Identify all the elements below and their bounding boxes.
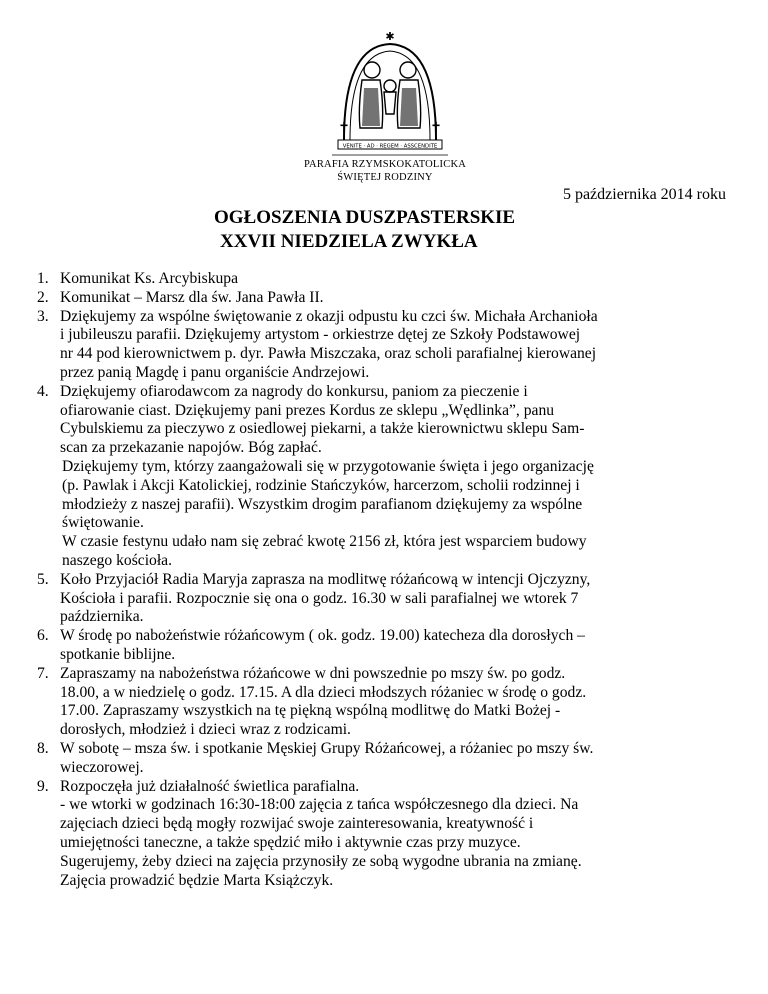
list-item [0, 778, 725, 891]
item-line: Koło Przyjaciół Radia Maryja zaprasza na modlitwę różańcową w intencji Ojczyzny, [60, 570, 591, 588]
title-line-1: OGŁOSZENIA DUSZPASTERSKIE [214, 207, 516, 228]
item-line: naszego kościoła. [62, 551, 172, 569]
item-text: Komunikat Ks. Arcybiskupa [60, 270, 239, 287]
item-number: 8. [37, 739, 49, 757]
item-line: wieczorowej. [60, 758, 144, 776]
list-item [0, 571, 725, 627]
list-item [0, 383, 725, 571]
item-line: Dziękujemy za wspólne świętowanie z okazji odpustu ku czci św. Michała Archanioła [60, 307, 598, 325]
item-line: i jubileuszu parafii. Dziękujemy artystom - orkiestrze dętej ze Szkoły Podstawowej [60, 326, 581, 344]
page-title [214, 206, 515, 254]
item-number: 6. [37, 627, 49, 645]
item-number: 4. [37, 382, 49, 400]
parish-line-2: ŚWIĘTEJ RODZINY [337, 172, 433, 183]
item-line: Kościoła i parafii. Rozpocznie się ona o godz. 16.30 w sali parafialnej we wtorek 7 [60, 589, 579, 607]
svg-text:✱: ✱ [385, 30, 395, 43]
item-text: Komunikat – Marsz dla św. Jana Pawła II. [60, 288, 324, 306]
item-line: nr 44 pod kierownictwem p. dyr. Pawła Miszczaka, oraz scholi parafialnej kierowanej [60, 345, 597, 363]
parish-name [280, 158, 490, 184]
parish-line-1: PARAFIA RZYMSKOKATOLICKA [303, 159, 467, 170]
svg-text:✝: ✝ [430, 120, 442, 136]
item-number: 1. [37, 270, 49, 287]
item-line: Rozpoczęła już działalność świetlica parafialna. [60, 777, 360, 795]
item-line: spotkanie biblijne. [60, 645, 176, 663]
title-line-2: XXVII NIEDZIELA ZWYKŁA [220, 231, 478, 252]
item-line: przez panią Magdę i panu organiście Andrzejowi. [60, 363, 370, 381]
item-line: świętowanie. [62, 514, 144, 532]
item-line: Zapraszamy na nabożeństwa różańcowe w dni powszednie po mszy św. po godz. [60, 664, 566, 682]
item-line: ofiarowanie ciast. Dziękujemy pani prezes Kordus ze sklepu „Wędlinka”, panu [60, 401, 555, 419]
item-line: zajęciach dzieci będą mogły rozwijać swoje zainteresowania, kreatywność i [60, 815, 534, 833]
list-item [0, 289, 725, 308]
item-line: 18.00, a w niedzielę o godz. 17.15. A dla dzieci młodszych różaniec w środę o godz. [60, 683, 587, 701]
announcement-list [0, 270, 725, 890]
item-line: Sugerujemy, żeby dzieci na zajęcia przynosiły ze sobą wygodne ubrania na zmianę. [60, 852, 582, 870]
item-line: Dziękujemy ofiarodawcom za nagrody do konkursu, paniom za pieczenie i [60, 382, 528, 400]
item-line: Dziękujemy tym, którzy zaangażowali się w przygotowanie święta i jego organizację [62, 457, 594, 475]
list-item [0, 270, 725, 289]
item-line: Zajęcia prowadzić będzie Marta Książczyk. [60, 871, 334, 889]
item-line: młodzieży z naszej parafii). Wszystkim drogim parafianom dziękujemy za wspólne [62, 495, 583, 513]
list-item [0, 740, 725, 778]
item-line: 17.00. Zapraszamy wszystkich na tę piękną wspólną modlitwę do Matki Bożej - [60, 702, 561, 720]
svg-text:VENITE · AD · REGEM · ASSCENDI: VENITE · AD · REGEM · ASSCENDITE [342, 143, 438, 150]
item-number: 5. [37, 570, 49, 588]
item-line: umiejętności taneczne, a także spędzić miło i aktywnie czas przy muzyce. [60, 833, 521, 851]
item-line: dorosłych, młodzież i dzieci wraz z rodzicami. [60, 721, 351, 739]
item-number: 9. [37, 777, 49, 795]
item-line: (p. Pawlak i Akcji Katolickiej, rodzinie Stańczyków, harcerzom, scholii rodzinnej i [62, 476, 580, 494]
item-number: 3. [37, 307, 49, 325]
item-line: W sobotę – msza św. i spotkanie Męskiej Grupy Różańcowej, a różaniec po mszy św. [60, 739, 594, 757]
holy-family-emblem-icon [330, 28, 450, 163]
item-line: Cybulskiemu za pieczywo z osiedlowej piekarni, a także kierownictwu sklepu Sam- [60, 420, 585, 438]
list-item [0, 308, 725, 383]
item-line: - we wtorki w godzinach 16:30-18:00 zajęcia z tańca współczesnego dla dzieci. Na [60, 796, 579, 814]
list-item [0, 665, 725, 740]
list-item [0, 627, 725, 665]
announcement-date: 5 października 2014 roku [562, 186, 726, 203]
item-line: W środę po nabożeństwie różańcowym ( ok. godz. 19.00) katecheza dla dorosłych – [60, 627, 585, 645]
item-number: 7. [37, 664, 49, 682]
item-line: scan za przekazanie napojów. Bóg zapłać. [60, 439, 322, 457]
item-number: 2. [37, 288, 49, 306]
item-line: W czasie festynu udało nam się zebrać kwotę 2156 zł, która jest wsparciem budowy [62, 533, 587, 551]
item-line: października. [60, 608, 144, 626]
svg-text:✝: ✝ [338, 120, 350, 136]
